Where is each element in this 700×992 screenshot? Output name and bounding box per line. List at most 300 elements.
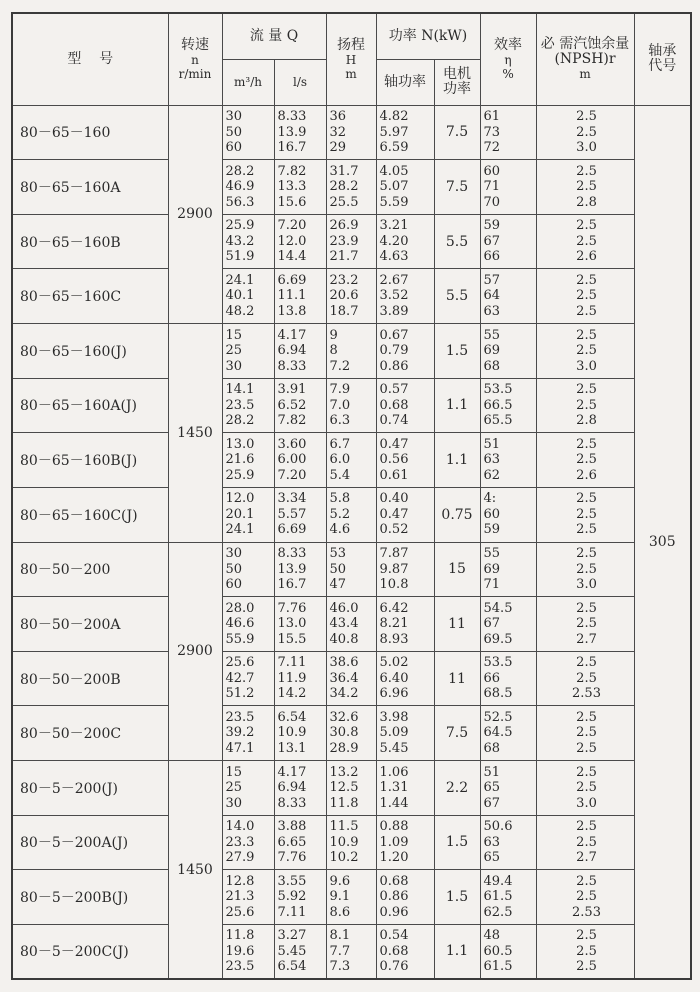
shaft-power-cell-value: 10.8: [379, 577, 409, 593]
model-cell: 80－65－160B: [12, 214, 168, 269]
npsh-cell-value: 2.53: [572, 904, 601, 920]
head-cell-value: 23.2: [329, 272, 359, 288]
head-cell-value: 32: [329, 124, 347, 140]
flow-m3h-cell-value: 55.9: [225, 631, 255, 647]
shaft-power-cell: [376, 815, 434, 870]
head-cell-value: 6.7: [329, 436, 351, 452]
npsh-cell-value: 2.5: [576, 725, 597, 741]
flow-m3h-cell-value: 30: [225, 546, 243, 562]
shaft-power-cell-value: 6.96: [379, 686, 409, 702]
efficiency-cell-value: 66: [483, 670, 501, 686]
table-row: [12, 105, 691, 160]
flow-ls-cell-value: 8.33: [277, 795, 307, 811]
flow-ls-cell-value: 7.76: [277, 850, 307, 866]
flow-ls-cell-value: 14.4: [277, 249, 307, 265]
shaft-power-cell-value: 0.68: [379, 397, 409, 413]
model-cell: 80－50－200A: [12, 597, 168, 652]
npsh-cell-value: 2.5: [576, 546, 597, 562]
npsh-cell: [536, 924, 634, 979]
head-cell-value: 43.4: [329, 616, 359, 632]
shaft-power-cell-value: 0.67: [379, 327, 409, 343]
header-head-h: H: [345, 52, 357, 67]
flow-m3h-cell-value: 14.1: [225, 382, 255, 398]
efficiency-cell: [480, 433, 536, 488]
npsh-cell: [536, 542, 634, 597]
head-cell-value: 7.9: [329, 382, 351, 398]
flow-m3h-cell: [222, 870, 274, 925]
flow-ls-cell-value: 12.0: [277, 233, 307, 249]
flow-m3h-cell: [222, 105, 274, 160]
efficiency-cell-value: 4:: [483, 491, 497, 507]
shaft-power-cell-value: 0.68: [379, 943, 409, 959]
flow-m3h-cell-value: 28.2: [225, 413, 255, 429]
flow-ls-cell: [274, 214, 326, 269]
flow-ls-cell-value: 6.52: [277, 397, 307, 413]
flow-ls-cell-value: 7.20: [277, 218, 307, 234]
flow-ls-cell-value: 7.11: [277, 655, 307, 671]
shaft-power-cell-value: 0.79: [379, 343, 409, 359]
motor-power-cell: 1.1: [434, 378, 480, 433]
flow-m3h-cell: [222, 815, 274, 870]
shaft-power-cell-value: 0.86: [379, 889, 409, 905]
flow-ls-cell-value: 7.20: [277, 467, 307, 483]
flow-ls-cell: [274, 542, 326, 597]
flow-ls-cell: [274, 597, 326, 652]
flow-ls-cell-value: 11.9: [277, 670, 307, 686]
head-cell-value: 7.7: [329, 943, 351, 959]
head-cell-value: 28.2: [329, 179, 359, 195]
header-head-m: m: [345, 66, 357, 81]
shaft-power-cell: [376, 542, 434, 597]
flow-ls-cell-value: 14.2: [277, 686, 307, 702]
motor-power-cell: 7.5: [434, 160, 480, 215]
npsh-cell-value: 2.5: [576, 561, 597, 577]
npsh-cell: [536, 160, 634, 215]
head-cell-value: 38.6: [329, 655, 359, 671]
flow-ls-cell-value: 7.82: [277, 163, 307, 179]
flow-m3h-cell-value: 23.5: [225, 959, 255, 975]
efficiency-cell-value: 60.5: [483, 943, 513, 959]
flow-m3h-cell-value: 15: [225, 327, 243, 343]
npsh-cell-value: 2.5: [576, 124, 597, 140]
efficiency-cell-value: 66: [483, 249, 501, 265]
flow-ls-cell: [274, 706, 326, 761]
head-cell-value: 8: [329, 343, 338, 359]
efficiency-cell-value: 64.5: [483, 725, 513, 741]
flow-ls-cell: [274, 761, 326, 816]
motor-power-cell: 1.1: [434, 924, 480, 979]
shaft-power-cell-value: 0.57: [379, 382, 409, 398]
npsh-cell-value: 2.5: [576, 764, 597, 780]
motor-power-cell: 1.1: [434, 433, 480, 488]
head-cell-value: 13.2: [329, 764, 359, 780]
shaft-power-cell: [376, 706, 434, 761]
efficiency-cell: [480, 105, 536, 160]
npsh-cell: [536, 214, 634, 269]
flow-ls-cell-value: 3.34: [277, 491, 307, 507]
flow-m3h-cell: [222, 487, 274, 542]
efficiency-cell: [480, 269, 536, 324]
table-header: [12, 13, 691, 105]
shaft-power-cell-value: 1.06: [379, 764, 409, 780]
flow-m3h-cell-value: 23.5: [225, 709, 255, 725]
flow-ls-cell: [274, 815, 326, 870]
table-row: [12, 542, 691, 597]
shaft-power-cell-value: 5.45: [379, 740, 409, 756]
efficiency-cell-value: 71: [483, 577, 501, 593]
efficiency-cell-value: 61.5: [483, 889, 513, 905]
motor-power-cell: 1.5: [434, 815, 480, 870]
efficiency-cell-value: 55: [483, 546, 501, 562]
npsh-cell-value: 2.5: [576, 288, 597, 304]
flow-ls-cell-value: 8.33: [277, 358, 307, 374]
header-flow: 流 量 Q: [222, 13, 326, 59]
npsh-cell-value: 2.5: [576, 709, 597, 725]
flow-m3h-cell-value: 15: [225, 764, 243, 780]
flow-m3h-cell: [222, 324, 274, 379]
flow-ls-cell-value: 5.45: [277, 943, 307, 959]
table-row: [12, 433, 691, 488]
flow-m3h-cell-value: 24.1: [225, 272, 255, 288]
model-cell: 80－5－200A(J): [12, 815, 168, 870]
flow-ls-cell-value: 3.88: [277, 819, 307, 835]
head-cell-value: 10.9: [329, 834, 359, 850]
flow-m3h-cell: [222, 597, 274, 652]
efficiency-cell-value: 70: [483, 194, 501, 210]
efficiency-cell-value: 51: [483, 436, 501, 452]
motor-power-cell: 2.2: [434, 761, 480, 816]
npsh-cell-value: 2.5: [576, 233, 597, 249]
shaft-power-cell: [376, 105, 434, 160]
efficiency-cell: [480, 924, 536, 979]
flow-ls-cell-value: 4.17: [277, 764, 307, 780]
npsh-cell: [536, 324, 634, 379]
flow-ls-cell: [274, 324, 326, 379]
npsh-cell-value: 2.8: [576, 194, 597, 210]
head-cell: [326, 706, 376, 761]
header-shaft-power: 轴功率: [376, 59, 434, 105]
shaft-power-cell-value: 1.20: [379, 850, 409, 866]
npsh-cell-value: 2.5: [576, 670, 597, 686]
efficiency-cell-value: 61.5: [483, 959, 513, 975]
shaft-power-cell: [376, 487, 434, 542]
efficiency-cell-value: 54.5: [483, 600, 513, 616]
header-head: [326, 13, 376, 105]
table-row: [12, 269, 691, 324]
head-cell-value: 9.6: [329, 873, 351, 889]
efficiency-cell-value: 69: [483, 343, 501, 359]
npsh-cell: [536, 269, 634, 324]
head-cell-value: 25.5: [329, 194, 359, 210]
shaft-power-cell-value: 0.68: [379, 873, 409, 889]
head-cell-value: 5.4: [329, 467, 351, 483]
header-efficiency: [480, 13, 536, 105]
flow-ls-cell-value: 7.11: [277, 904, 307, 920]
efficiency-cell-value: 61: [483, 109, 501, 125]
head-cell: [326, 105, 376, 160]
npsh-cell-value: 2.5: [576, 109, 597, 125]
flow-m3h-cell: [222, 160, 274, 215]
head-cell-value: 18.7: [329, 303, 359, 319]
flow-m3h-cell: [222, 651, 274, 706]
header-npsh: [536, 13, 634, 105]
model-cell: 80－65－160C: [12, 269, 168, 324]
npsh-cell: [536, 706, 634, 761]
efficiency-cell-value: 71: [483, 179, 501, 195]
flow-ls-cell: [274, 487, 326, 542]
efficiency-cell-value: 49.4: [483, 873, 513, 889]
npsh-cell: [536, 487, 634, 542]
flow-m3h-cell-value: 47.1: [225, 740, 255, 756]
head-cell-value: 5.8: [329, 491, 351, 507]
efficiency-cell-value: 55: [483, 327, 501, 343]
flow-ls-cell-value: 10.9: [277, 725, 307, 741]
head-cell: [326, 269, 376, 324]
table-row: [12, 160, 691, 215]
motor-power-cell: 11: [434, 651, 480, 706]
flow-m3h-cell-value: 23.3: [225, 834, 255, 850]
head-cell: [326, 214, 376, 269]
flow-ls-cell-value: 8.33: [277, 109, 307, 125]
flow-m3h-cell-value: 50: [225, 561, 243, 577]
header-flow-m3h: m³/h: [222, 59, 274, 105]
model-cell: 80－65－160B(J): [12, 433, 168, 488]
flow-ls-cell-value: 6.65: [277, 834, 307, 850]
shaft-power-cell-value: 1.09: [379, 834, 409, 850]
shaft-power-cell-value: 0.56: [379, 452, 409, 468]
npsh-cell-value: 3.0: [576, 577, 597, 593]
npsh-cell-value: 2.5: [576, 506, 597, 522]
efficiency-cell: [480, 487, 536, 542]
head-cell-value: 10.2: [329, 850, 359, 866]
head-cell: [326, 761, 376, 816]
flow-m3h-cell-value: 25.6: [225, 655, 255, 671]
efficiency-cell: [480, 761, 536, 816]
flow-ls-cell-value: 7.82: [277, 413, 307, 429]
shaft-power-cell: [376, 924, 434, 979]
flow-m3h-cell-value: 25.9: [225, 218, 255, 234]
efficiency-cell: [480, 815, 536, 870]
shaft-power-cell-value: 8.21: [379, 616, 409, 632]
shaft-power-cell-value: 3.98: [379, 709, 409, 725]
npsh-cell-value: 2.5: [576, 303, 597, 319]
shaft-power-cell-value: 6.42: [379, 600, 409, 616]
table-body: [12, 105, 691, 979]
motor-power-cell: 0.75: [434, 487, 480, 542]
header-efficiency-label: 效率: [494, 36, 523, 53]
flow-m3h-cell-value: 39.2: [225, 725, 255, 741]
npsh-cell-value: 2.5: [576, 959, 597, 975]
flow-m3h-cell-value: 50: [225, 124, 243, 140]
head-cell-value: 5.2: [329, 506, 351, 522]
flow-ls-cell: [274, 269, 326, 324]
shaft-power-cell-value: 0.61: [379, 467, 409, 483]
efficiency-cell-value: 53.5: [483, 382, 513, 398]
header-flow-ls: l/s: [274, 59, 326, 105]
npsh-cell-value: 2.5: [576, 491, 597, 507]
shaft-power-cell-value: 9.87: [379, 561, 409, 577]
shaft-power-cell-value: 4.05: [379, 163, 409, 179]
header-speed: [168, 13, 222, 105]
flow-ls-cell-value: 5.57: [277, 506, 307, 522]
npsh-cell-value: 2.5: [576, 436, 597, 452]
flow-m3h-cell-value: 28.2: [225, 163, 255, 179]
npsh-cell-value: 3.0: [576, 358, 597, 374]
npsh-cell-value: 2.6: [576, 249, 597, 265]
shaft-power-cell-value: 0.74: [379, 413, 409, 429]
npsh-cell: [536, 105, 634, 160]
npsh-cell-value: 3.0: [576, 795, 597, 811]
head-cell-value: 11.8: [329, 795, 359, 811]
flow-ls-cell-value: 3.91: [277, 382, 307, 398]
npsh-cell-value: 2.5: [576, 889, 597, 905]
efficiency-cell: [480, 542, 536, 597]
npsh-cell-value: 2.8: [576, 413, 597, 429]
model-cell: 80－65－160A(J): [12, 378, 168, 433]
shaft-power-cell-value: 0.52: [379, 522, 409, 538]
motor-power-cell: 15: [434, 542, 480, 597]
flow-ls-cell-value: 3.27: [277, 928, 307, 944]
npsh-cell: [536, 597, 634, 652]
flow-ls-cell-value: 6.54: [277, 959, 307, 975]
header-speed-n: n: [191, 52, 199, 67]
flow-ls-cell: [274, 433, 326, 488]
table-row: [12, 324, 691, 379]
flow-m3h-cell: [222, 269, 274, 324]
flow-ls-cell-value: 6.69: [277, 522, 307, 538]
head-cell-value: 11.5: [329, 819, 359, 835]
head-cell-value: 12.5: [329, 780, 359, 796]
shaft-power-cell: [376, 214, 434, 269]
flow-m3h-cell: [222, 761, 274, 816]
npsh-cell-value: 2.5: [576, 343, 597, 359]
npsh-cell-value: 2.5: [576, 928, 597, 944]
flow-ls-cell: [274, 105, 326, 160]
npsh-cell-value: 2.5: [576, 452, 597, 468]
model-cell: 80－65－160(J): [12, 324, 168, 379]
flow-ls-cell: [274, 378, 326, 433]
npsh-cell-value: 2.7: [576, 631, 597, 647]
header-npsh-label: 必 需汽蚀余量(NPSH)r: [540, 36, 630, 68]
head-cell-value: 28.9: [329, 740, 359, 756]
shaft-power-cell-value: 0.76: [379, 959, 409, 975]
efficiency-cell-value: 51: [483, 764, 501, 780]
shaft-power-cell-value: 5.97: [379, 124, 409, 140]
efficiency-cell-value: 67: [483, 233, 501, 249]
shaft-power-cell-value: 0.54: [379, 928, 409, 944]
table-row: [12, 651, 691, 706]
flow-m3h-cell-value: 46.6: [225, 616, 255, 632]
shaft-power-cell: [376, 378, 434, 433]
head-cell: [326, 815, 376, 870]
motor-power-cell: 7.5: [434, 105, 480, 160]
npsh-cell-value: 2.5: [576, 382, 597, 398]
shaft-power-cell: [376, 761, 434, 816]
flow-ls-cell-value: 3.55: [277, 873, 307, 889]
efficiency-cell-value: 63: [483, 452, 501, 468]
model-cell: 80－65－160C(J): [12, 487, 168, 542]
flow-ls-cell-value: 6.94: [277, 343, 307, 359]
shaft-power-cell-value: 4.82: [379, 109, 409, 125]
efficiency-cell-value: 64: [483, 288, 501, 304]
flow-m3h-cell-value: 23.5: [225, 397, 255, 413]
flow-ls-cell-value: 6.94: [277, 780, 307, 796]
flow-m3h-cell: [222, 924, 274, 979]
npsh-cell-value: 2.5: [576, 943, 597, 959]
npsh-cell: [536, 761, 634, 816]
efficiency-cell-value: 73: [483, 124, 501, 140]
flow-m3h-cell-value: 51.9: [225, 249, 255, 265]
head-cell-value: 34.2: [329, 686, 359, 702]
flow-m3h-cell-value: 42.7: [225, 670, 255, 686]
shaft-power-cell-value: 2.67: [379, 272, 409, 288]
flow-m3h-cell-value: 12.0: [225, 491, 255, 507]
efficiency-cell-value: 67: [483, 616, 501, 632]
efficiency-cell: [480, 378, 536, 433]
shaft-power-cell-value: 3.52: [379, 288, 409, 304]
head-cell-value: 21.7: [329, 249, 359, 265]
shaft-power-cell-value: 3.89: [379, 303, 409, 319]
flow-m3h-cell: [222, 433, 274, 488]
motor-power-cell: 1.5: [434, 324, 480, 379]
head-cell-value: 7.0: [329, 397, 351, 413]
head-cell: [326, 378, 376, 433]
efficiency-cell-value: 65: [483, 780, 501, 796]
npsh-cell-value: 2.5: [576, 616, 597, 632]
head-cell: [326, 433, 376, 488]
head-cell-value: 36: [329, 109, 347, 125]
efficiency-cell-value: 62.5: [483, 904, 513, 920]
flow-m3h-cell-value: 46.9: [225, 179, 255, 195]
flow-m3h-cell-value: 25.9: [225, 467, 255, 483]
header-head-label: 扬程: [337, 36, 366, 53]
flow-ls-cell-value: 13.3: [277, 179, 307, 195]
motor-power-cell: 5.5: [434, 214, 480, 269]
npsh-cell-value: 2.5: [576, 218, 597, 234]
shaft-power-cell-value: 5.09: [379, 725, 409, 741]
flow-m3h-cell-value: 21.6: [225, 452, 255, 468]
flow-ls-cell-value: 6.54: [277, 709, 307, 725]
flow-ls-cell-value: 15.6: [277, 194, 307, 210]
flow-ls-cell-value: 11.1: [277, 288, 307, 304]
flow-m3h-cell: [222, 706, 274, 761]
speed-cell: 2900: [168, 542, 222, 761]
motor-power-cell: 5.5: [434, 269, 480, 324]
flow-ls-cell-value: 13.9: [277, 561, 307, 577]
flow-m3h-cell-value: 40.1: [225, 288, 255, 304]
header-npsh-unit: m: [579, 67, 591, 82]
efficiency-cell-value: 66.5: [483, 397, 513, 413]
flow-m3h-cell-value: 27.9: [225, 850, 255, 866]
efficiency-cell: [480, 870, 536, 925]
head-cell: [326, 870, 376, 925]
head-cell-value: 29: [329, 140, 347, 156]
flow-ls-cell-value: 6.69: [277, 272, 307, 288]
npsh-cell-value: 2.53: [572, 686, 601, 702]
npsh-cell-value: 2.5: [576, 163, 597, 179]
table-row: [12, 815, 691, 870]
npsh-cell-value: 2.5: [576, 655, 597, 671]
shaft-power-cell-value: 1.31: [379, 780, 409, 796]
head-cell: [326, 597, 376, 652]
efficiency-cell-value: 57: [483, 272, 501, 288]
efficiency-cell-value: 68.5: [483, 686, 513, 702]
efficiency-cell-value: 59: [483, 218, 501, 234]
table-row: [12, 870, 691, 925]
table-row: [12, 761, 691, 816]
flow-m3h-cell-value: 60: [225, 140, 243, 156]
shaft-power-cell: [376, 160, 434, 215]
